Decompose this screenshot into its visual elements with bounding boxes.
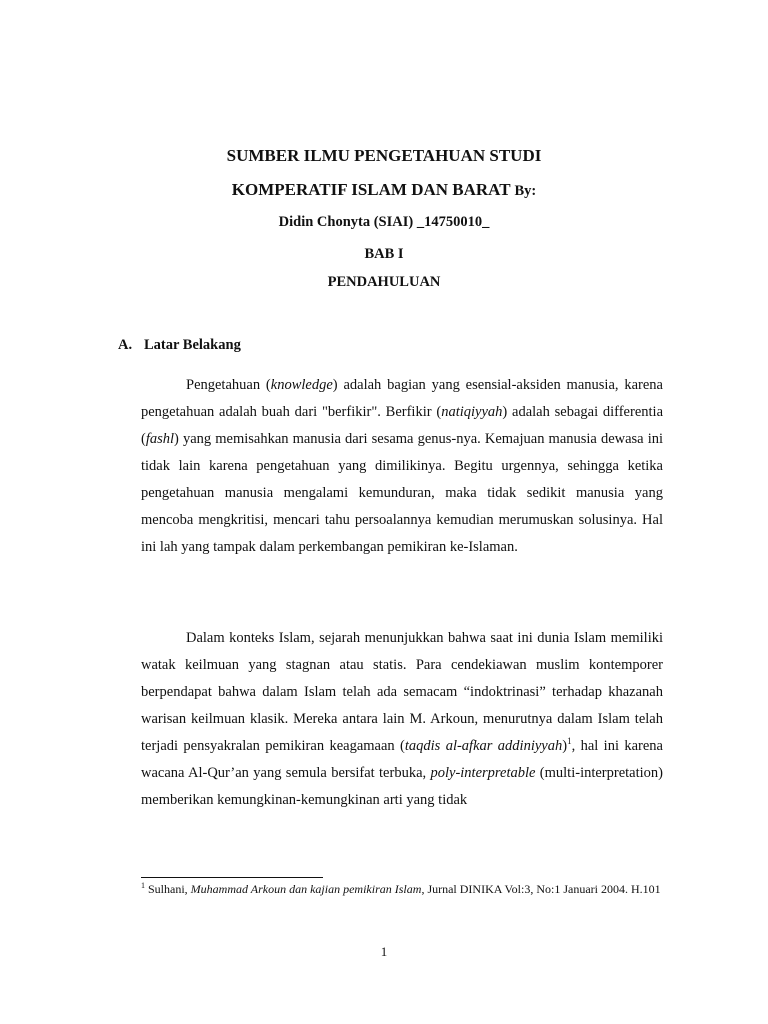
chapter-title: PENDAHULUAN [327,274,441,290]
paragraph-2-text: , hal ini karena wacana Al-Qur’an yang semula bersifat terbuka, [141,738,663,781]
chapter-label: BAB I [364,246,404,262]
footnote-source-title: Muhammad Arkoun dan kajian pemikiran Islam [190,882,422,896]
section-heading [118,337,241,354]
footnote [141,881,663,897]
by-label: By: [514,183,537,199]
paragraph-2-text: (multi-interpretation) memberikan kemungkinan-kemungkinan arti yang tidak [141,765,663,808]
paragraph-1 [141,372,663,561]
term-poly-interpretable: poly-interpretable [430,765,536,781]
paragraph-1-text: ) yang memisahkan manusia dari sesama genus-nya. Kemajuan manusia dewasa ini tidak lain karena pengetahuan yang dimilikinya. Begitu urgennya, sehingga ketika pengetahuan manusia mengalami kemunduran, maka tidak sedikit manusia yang mencoba mengkritisi, mencari tahu persoalannya kemudian merumuskan solusinya. Hal ini lah yang tampak dalam perkembangan pemikiran ke-Islaman. [141,431,663,555]
footnote-text: Sulhani, [145,882,191,896]
title-line2-text: KOMPERATIF ISLAM DAN BARAT [231,180,511,199]
paragraph-1-text: ) adalah sebagai differentia ( [141,404,663,447]
paragraph-1-text: ) adalah bagian yang esensial-aksiden manusia, karena pengetahuan adalah buah dari "berfikir". Berfikir ( [141,377,663,420]
paragraph-2-text: Dalam konteks Islam, sejarah menunjukkan bahwa saat ini dunia Islam memiliki watak keilmuan yang stagnan atau statis. Para cendekiawan muslim kontemporer berpendapat bahwa dalam Islam telah ada semacam “indoktrinasi” terhadap khazanah warisan keilmuan klasik. Mereka antara lain M. Arkoun, menurutnya dalam Islam telah terjadi pensyakralan pemikiran keagamaan ( [141,630,663,754]
document-title-line2 [0,180,768,200]
paragraph-1-text: Pengetahuan ( [186,377,271,393]
author-line: Didin Chonyta (SIAI) _14750010_ [278,214,490,230]
section-letter: A. [118,337,133,353]
footnote-number: 1 [141,881,145,890]
section-title: Latar Belakang [144,337,241,353]
term-knowledge: knowledge [270,377,333,393]
page-number: 1 [380,944,388,959]
document-title-line1: SUMBER ILMU PENGETAHUAN STUDI [226,146,542,165]
footnote-text: , Jurnal DINIKA Vol:3, No:1 Januari 2004. H.101 [421,882,661,896]
paragraph-2-text: ) [562,738,568,754]
footnote-reference[interactable]: 1 [567,736,572,747]
term-natiqiyyah: natiqiyyah [441,404,503,420]
term-fashl: fashl [145,431,175,447]
paragraph-2 [141,625,663,814]
footnote-separator [141,877,323,878]
term-taqdis: taqdis al-afkar addiniyyah [404,738,563,754]
